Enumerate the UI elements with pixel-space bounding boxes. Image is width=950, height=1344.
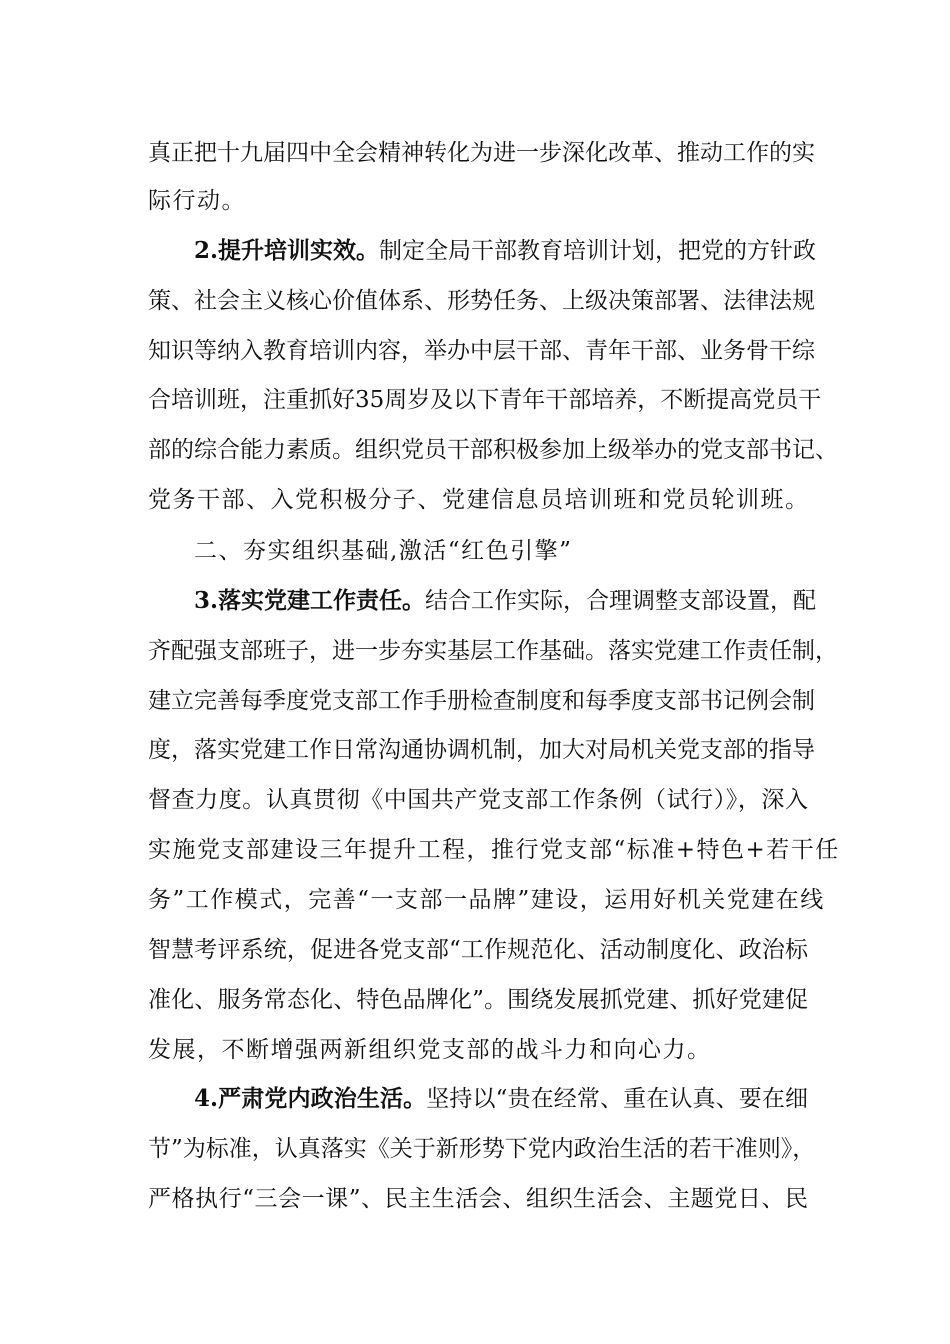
body-line-16: 务”工作模式，完善“一支部一品牌”建设，运用好机关党建在线 — [148, 887, 825, 913]
body-line-11: 齐配强支部班子，进一步夯实基层工作基础。落实党建工作责任制， — [148, 638, 838, 664]
section-heading-2: 2.提升培训实效。 — [194, 237, 380, 264]
chapter-heading-2: 二、夯实组织基础,激活“红色引擎” — [194, 538, 573, 564]
body-line-2: 际行动。 — [148, 188, 246, 214]
body-line-4: 策、社会主义核心价值体系、形势任务、上级决策部署、法律法规 — [148, 288, 815, 314]
body-line-17: 智慧考评系统，促进各党支部“工作规范化、活动制度化、政治标 — [148, 937, 808, 963]
body-text: 制定全局干部教育培训计划，把党的方针政 — [379, 238, 817, 264]
section-heading-4: 4.严肃党内政治生活。 — [194, 1085, 427, 1112]
body-line-14: 督查力度。认真贯彻《中国共产党支部工作条例（试行）》，深入 — [148, 787, 808, 813]
body-line-6: 合培训班，注重抓好35周岁及以下青年干部培养，不断提高党员干 — [148, 387, 822, 413]
body-line-19: 发展，不断增强两新组织党支部的战斗力和向心力。 — [148, 1037, 712, 1063]
body-line-15: 实施党支部建设三年提升工程，推行党支部“标准+特色+若干任 — [148, 837, 840, 863]
heading-line-4 — [194, 1084, 808, 1114]
body-line-1: 真正把十九届四中全会精神转化为进一步深化改革、推动工作的实 — [148, 140, 815, 166]
body-line-7: 部的综合能力素质。组织党员干部积极参加上级举办的党支部书记、 — [148, 437, 838, 463]
body-line-8: 党务干部、入党积极分子、党建信息员培训班和党员轮训班。 — [148, 487, 810, 513]
body-line-18: 准化、服务常态化、特色品牌化”。围绕发展抓党建、抓好党建促 — [148, 987, 808, 1013]
body-line-12: 建立完善每季度党支部工作手册检查制度和每季度支部书记例会制 — [148, 688, 815, 714]
body-line-21: 节”为标准，认真落实《关于新形势下党内政治生活的若干准则》， — [148, 1136, 816, 1162]
body-text: 坚持以“贵在经常、重在认真、要在细 — [426, 1086, 808, 1112]
heading-line-3 — [194, 586, 817, 616]
body-line-5: 知识等纳入教育培训内容，举办中层干部、青年干部、业务骨干综 — [148, 338, 815, 364]
body-text: 结合工作实际，合理调整支部设置，配 — [425, 588, 817, 614]
section-heading-3: 3.落实党建工作责任。 — [194, 587, 426, 614]
body-line-13: 度，落实党建工作日常沟通协调机制，加大对局机关党支部的指导 — [148, 737, 815, 763]
heading-line-2 — [194, 236, 817, 266]
body-line-22: 严格执行“三会一课”、民主生活会、组织生活会、主题党日、民 — [148, 1186, 808, 1212]
